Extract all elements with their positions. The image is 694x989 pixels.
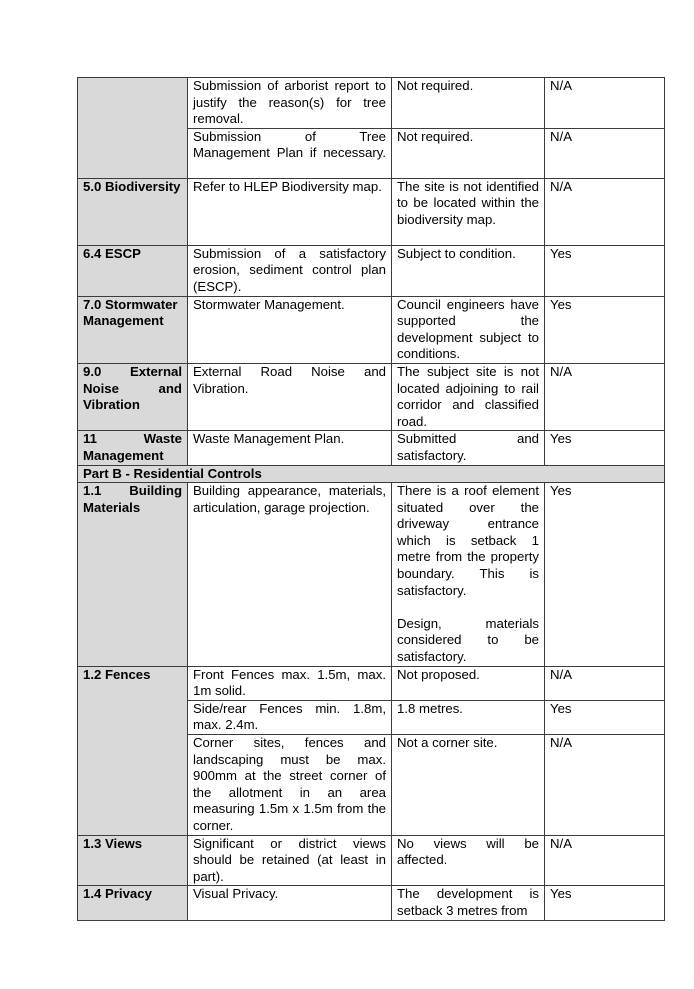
compliance-table: [77, 77, 665, 921]
complies-cell: N/A: [545, 78, 665, 129]
requirement-cell: Building appearance, materials, articulation, garage projection.: [188, 483, 392, 667]
proposal-cell: No views will be affected.: [392, 835, 545, 886]
control-cell: 1.4 Privacy: [78, 886, 188, 920]
proposal-paragraph: Design, materials considered to be satisfactory.: [397, 615, 539, 665]
complies-cell: N/A: [545, 666, 665, 700]
requirement-cell: Submission of arborist report to justify the reason(s) for tree removal.: [188, 78, 392, 129]
complies-cell: Yes: [545, 296, 665, 363]
requirement-cell: Submission of Tree Management Plan if necessary.: [188, 128, 392, 178]
complies-cell: N/A: [545, 835, 665, 886]
proposal-cell: The subject site is not located adjoining to rail corridor and classified road.: [392, 363, 545, 430]
control-cell: 11 Waste Management: [78, 431, 188, 465]
requirement-cell: Side/rear Fences min. 1.8m, max. 2.4m.: [188, 700, 392, 734]
complies-cell: Yes: [545, 431, 665, 465]
table-row: [78, 666, 665, 700]
proposal-cell: [392, 483, 545, 667]
control-cell: 6.4 ESCP: [78, 245, 188, 296]
proposal-cell: The development is setback 3 metres from: [392, 886, 545, 920]
proposal-cell: 1.8 metres.: [392, 700, 545, 734]
proposal-cell: Not proposed.: [392, 666, 545, 700]
table-row: [78, 78, 665, 129]
proposal-cell: The site is not identified to be located within the biodiversity map.: [392, 178, 545, 245]
table-row: [78, 363, 665, 430]
complies-cell: N/A: [545, 178, 665, 245]
complies-cell: N/A: [545, 735, 665, 836]
control-cell: 5.0 Biodiversity: [78, 178, 188, 245]
proposal-paragraph: There is a roof element situated over the driveway entrance which is setback 1 metre from the property boundary. This is satisfactory.: [397, 483, 539, 598]
paragraph-gap: [397, 599, 539, 616]
proposal-cell: Submitted and satisfactory.: [392, 431, 545, 465]
control-cell: 1.2 Fences: [78, 666, 188, 835]
complies-cell: N/A: [545, 363, 665, 430]
complies-cell: Yes: [545, 245, 665, 296]
proposal-cell: Subject to condition.: [392, 245, 545, 296]
complies-cell: Yes: [545, 483, 665, 667]
requirement-cell: Significant or district views should be retained (at least in part).: [188, 835, 392, 886]
requirement-cell: Front Fences max. 1.5m, max. 1m solid.: [188, 666, 392, 700]
requirement-cell: Visual Privacy.: [188, 886, 392, 920]
complies-cell: Yes: [545, 700, 665, 734]
control-cell: 1.3 Views: [78, 835, 188, 886]
control-cell: 1.1 Building Materials: [78, 483, 188, 667]
table-row: [78, 886, 665, 920]
control-cell: [78, 78, 188, 179]
table-row: [78, 245, 665, 296]
requirement-cell: Refer to HLEP Biodiversity map.: [188, 178, 392, 245]
control-cell: 9.0 External Noise and Vibration: [78, 363, 188, 430]
proposal-cell: Not required.: [392, 78, 545, 129]
control-cell: 7.0 Stormwater Management: [78, 296, 188, 363]
table-row: [78, 431, 665, 465]
table-row: [78, 483, 665, 667]
section-heading: Part B - Residential Controls: [78, 465, 665, 483]
table-row: [78, 178, 665, 245]
proposal-cell: Not a corner site.: [392, 735, 545, 836]
requirement-cell: External Road Noise and Vibration.: [188, 363, 392, 430]
complies-cell: Yes: [545, 886, 665, 920]
requirement-cell: Waste Management Plan.: [188, 431, 392, 465]
section-row: [78, 465, 665, 483]
proposal-cell: Council engineers have supported the development subject to conditions.: [392, 296, 545, 363]
requirement-cell: Stormwater Management.: [188, 296, 392, 363]
proposal-cell: Not required.: [392, 128, 545, 178]
complies-cell: N/A: [545, 128, 665, 178]
table-row: [78, 296, 665, 363]
requirement-cell: Corner sites, fences and landscaping must be max. 900mm at the street corner of the allotment in an area measuring 1.5m x 1.5m from the corner.: [188, 735, 392, 836]
table-row: [78, 835, 665, 886]
requirement-cell: Submission of a satisfactory erosion, sediment control plan (ESCP).: [188, 245, 392, 296]
